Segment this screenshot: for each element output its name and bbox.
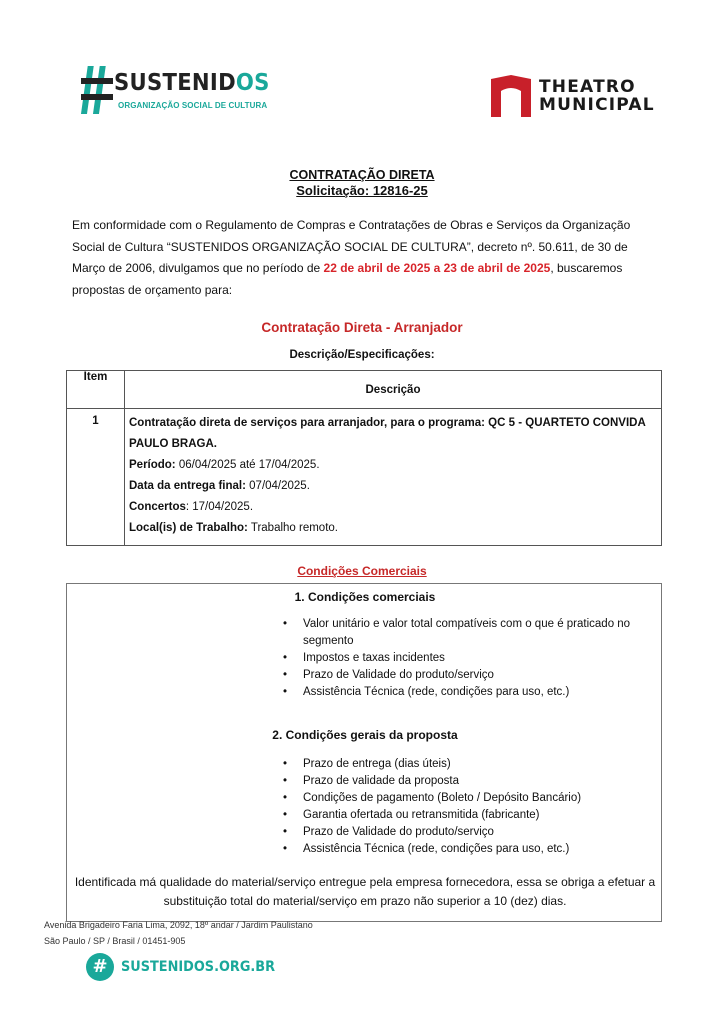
description-column-header: Descrição <box>125 371 662 409</box>
item-period: Período: 06/04/2025 até 17/04/2025. <box>129 459 320 471</box>
description-label: Descrição/Especificações: <box>289 349 435 361</box>
list-item: • Prazo de validade da proposta <box>303 773 648 790</box>
request-number: Solicitação: 12816-25 <box>296 183 428 198</box>
list-item: • Condições de pagamento (Boleto / Depósito Bancário) <box>303 790 648 807</box>
hash-circle-icon: # <box>86 953 114 981</box>
list-item: • Prazo de entrega (dias úteis) <box>303 756 648 773</box>
table-row <box>67 409 662 546</box>
list-item: • Assistência Técnica (rede, condições para uso, etc.) <box>303 841 648 858</box>
item-delivery: Data da entrega final: 07/04/2025. <box>129 480 310 492</box>
list-item: • Prazo de Validade do produto/serviço <box>303 824 648 841</box>
table-header-row <box>67 371 662 409</box>
document-title: CONTRATAÇÃO DIRETA <box>289 168 435 182</box>
list-item: • Assistência Técnica (rede, condições para uso, etc.) <box>303 684 648 701</box>
replacement-note: Identificada má qualidade do material/serviço entregue pela empresa fornecedora, essa se obriga a efetuar a substituição total do material/serviço em prazo não superior a 10 (dez) dias. <box>74 875 656 908</box>
sustenidos-subtitle: ORGANIZAÇÃO SOCIAL DE CULTURA <box>118 101 268 110</box>
item-description <box>125 409 662 546</box>
item-concerts: Concertos: 17/04/2025. <box>129 501 254 513</box>
intro-paragraph: Em conformidade com o Regulamento de Compras e Contratações de Obras e Serviços da Organização Social de Cultura “SUSTENIDOS ORGANIZAÇÃO SOCIAL DE CULTURA”, decreto nº. 50.611, de 30 de Março de 2006, divulgamos que no período de 22 de abril de 2025 a 23 de abril de 2025, buscaremos propostas de orçamento para: <box>72 218 631 297</box>
item-number: 1 <box>67 409 125 546</box>
theatro-municipal-logo <box>489 73 654 119</box>
address-line-1: Avenida Brigadeiro Faria Lima, 2092, 18º andar / Jardim Paulistano <box>44 920 313 930</box>
item-title: Contratação direta de serviços para arranjador, para o programa: QC 5 - QUARTETO CONVIDA PAULO BRAGA. <box>129 417 646 450</box>
municipal-word: MUNICIPAL <box>539 95 655 115</box>
commercial-conditions-title: Condições Comerciais <box>297 564 427 578</box>
commercial-conditions-box <box>66 583 662 922</box>
footer-logo <box>86 953 276 983</box>
section-title: Contratação Direta - Arranjador <box>261 320 463 335</box>
list-item: • Impostos e taxas incidentes <box>303 650 648 667</box>
address-line-2: São Paulo / SP / Brasil / 01451-905 <box>44 936 186 946</box>
section1-heading: 1. Condições comerciais <box>294 590 436 604</box>
section2-list <box>303 756 648 858</box>
list-item: • Valor unitário e valor total compatíveis com o que é praticado no segmento <box>303 616 648 650</box>
theatro-arch-icon <box>489 73 533 119</box>
theatro-word: THEATRO <box>539 77 636 97</box>
list-item: • Prazo de Validade do produto/serviço <box>303 667 648 684</box>
sustenidos-wordmark: SUSTENIDOS <box>114 70 270 96</box>
list-item: • Garantia ofertada ou retransmitida (fabricante) <box>303 807 648 824</box>
sustenidos-logo <box>80 64 270 120</box>
intro-period: 22 de abril de 2025 a 23 de abril de 2025 <box>323 261 551 275</box>
hash-icon <box>80 64 114 116</box>
items-table <box>66 370 662 546</box>
item-location: Local(is) de Trabalho: Trabalho remoto. <box>129 522 338 534</box>
section1-list <box>303 616 648 701</box>
section2-heading: 2. Condições gerais da proposta <box>272 728 458 742</box>
website-url: SUSTENIDOS.ORG.BR <box>121 959 276 975</box>
item-column-header: Item <box>67 371 125 409</box>
